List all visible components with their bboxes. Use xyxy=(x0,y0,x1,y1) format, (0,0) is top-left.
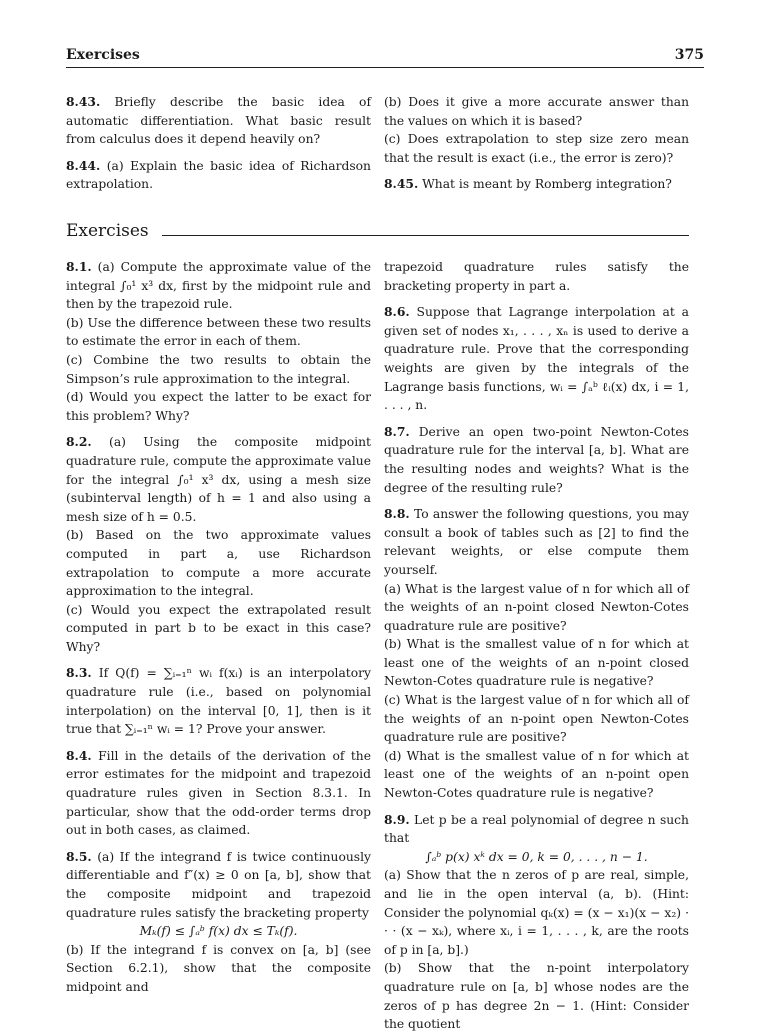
exercise-part: (c) Combine the two results to obtain the Simpson’s rule approximation to the integral. xyxy=(66,352,371,386)
review-item: (c) Does extrapolation to step size zero mean that the result is exact (i.e., the error is zero)? xyxy=(384,132,689,165)
exercise-item: 8.6. Suppose that Lagrange interpolation at a given set of nodes x₁, . . . , xₙ is used to derive a quadrature rule. Prove that the corresponding weights are given by the integrals of the Lagrange basis functions, wᵢ = ∫ₐᵇ ℓᵢ(x) dx, i = 1, . . . , n. xyxy=(384,304,689,413)
review-right-column xyxy=(384,93,689,194)
running-header-title: Exercises xyxy=(66,47,140,63)
exercise-part: (b) Show that the n-point interpolatory quadrature rule on [a, b] whose nodes are the zeros of p has degree 2n − 1. (Hint: Consider the quotient xyxy=(384,961,689,1032)
exercise-item: 8.3. If Q(f) = ∑ᵢ₌₁ⁿ wᵢ f(xᵢ) is an interpolatory quadrature rule (i.e., based on polynomial interpolation) on the interval [0, 1], then is it true that ∑ᵢ₌₁ⁿ wᵢ = 1? Prove your answer. xyxy=(66,665,371,737)
running-header xyxy=(66,47,704,68)
exercise-item: 8.7. Derive an open two-point Newton-Cotes quadrature rule for the interval [a, b]. What are the resulting nodes and weights? What is the degree of the resulting rule? xyxy=(384,423,689,495)
exercises-left-column xyxy=(66,258,371,997)
exercise-part: (b) Based on the two approximate values computed in part a, use Richardson extrapolation to compute a more accurate approximation to the integral. xyxy=(66,528,371,599)
section-rule xyxy=(162,235,689,236)
exercise-part: (a) Show that the n zeros of p are real, simple, and lie in the open interval (a, b). (Hint: Consider the polynomial qₖ(x) = (x − x₁)(x − x₂) · · · (x − xₖ), where xᵢ, i = 1, . . . , k, are the roots of p in [a, b].) xyxy=(384,868,689,957)
display-equation: Mₖ(f) ≤ ∫ₐᵇ f(x) dx ≤ Tₖ(f). xyxy=(139,924,298,939)
exercise-item: 8.4. Fill in the details of the derivation of the error estimates for the midpoint and trapezoid quadrature rules given in Section 8.3.1. In particular, show that the odd-order terms drop out in both cases, as claimed. xyxy=(66,747,371,838)
exercise-item: 8.8. To answer the following questions, you may consult a book of tables such as [2] to find the relevant weights, or else compute them yourself. xyxy=(384,506,689,577)
exercise-item: 8.5. (a) If the integrand f is twice continuously differentiable and f″(x) ≥ 0 on [a, b], show that the composite midpoint and trapezoid quadrature rules satisfy the bracketing property xyxy=(66,848,371,920)
section-heading xyxy=(66,220,689,244)
exercise-part: (a) What is the largest value of n for which all of the weights of an n-point closed Newton-Cotes quadrature rule are positive? xyxy=(384,581,689,633)
exercise-part: trapezoid quadrature rules satisfy the bracketing property in part a. xyxy=(384,260,689,293)
exercise-part: (d) Would you expect the latter to be exact for this problem? Why? xyxy=(66,390,371,423)
exercise-part: (c) What is the largest value of n for which all of the weights of an n-point open Newton-Cotes quadrature rule are positive? xyxy=(384,693,689,745)
exercise-part: (b) What is the smallest value of n for which at least one of the weights of an n-point closed Newton-Cotes quadrature rule is negative? xyxy=(384,637,689,689)
page-number: 375 xyxy=(674,47,704,63)
exercise-item: 8.1. (a) Compute the approximate value of the integral ∫₀¹ x³ dx, first by the midpoint rule and then by the trapezoid rule. xyxy=(66,259,371,312)
exercise-item: 8.9. Let p be a real polynomial of degree n such that xyxy=(384,811,689,846)
section-title: Exercises xyxy=(66,221,149,241)
exercise-item: 8.2. (a) Using the composite midpoint quadrature rule, compute the approximate value for the integral ∫₀¹ x³ dx, using a mesh size (subinterval length) of h = 1 and also using a mesh size of h = 0.5. xyxy=(66,434,371,524)
exercise-part: (b) If the integrand f is convex on [a, b] (see Section 6.2.1), show that the composite midpoint and xyxy=(66,942,371,994)
exercises-right-column xyxy=(384,258,689,1034)
display-equation: ∫ₐᵇ p(x) xᵏ dx = 0, k = 0, . . . , n − 1. xyxy=(425,849,648,864)
review-item: 8.44. (a) Explain the basic idea of Richardson extrapolation. xyxy=(66,157,371,192)
review-item: 8.43. Briefly describe the basic idea of automatic differentiation. What basic result from calculus does it depend heavily on? xyxy=(66,94,371,147)
exercise-part: (d) What is the smallest value of n for which at least one of the weights of an n-point open Newton-Cotes quadrature rule is negative? xyxy=(384,748,689,801)
exercise-part: (c) Would you expect the extrapolated result computed in part b to be exact in this case? Why? xyxy=(66,602,371,654)
review-item: (b) Does it give a more accurate answer than the values on which it is based? xyxy=(384,95,689,128)
review-item: 8.45. What is meant by Romberg integration? xyxy=(384,176,672,192)
review-left-column xyxy=(66,93,371,194)
exercise-part: (b) Use the difference between these two results to estimate the error in each of them. xyxy=(66,315,371,349)
